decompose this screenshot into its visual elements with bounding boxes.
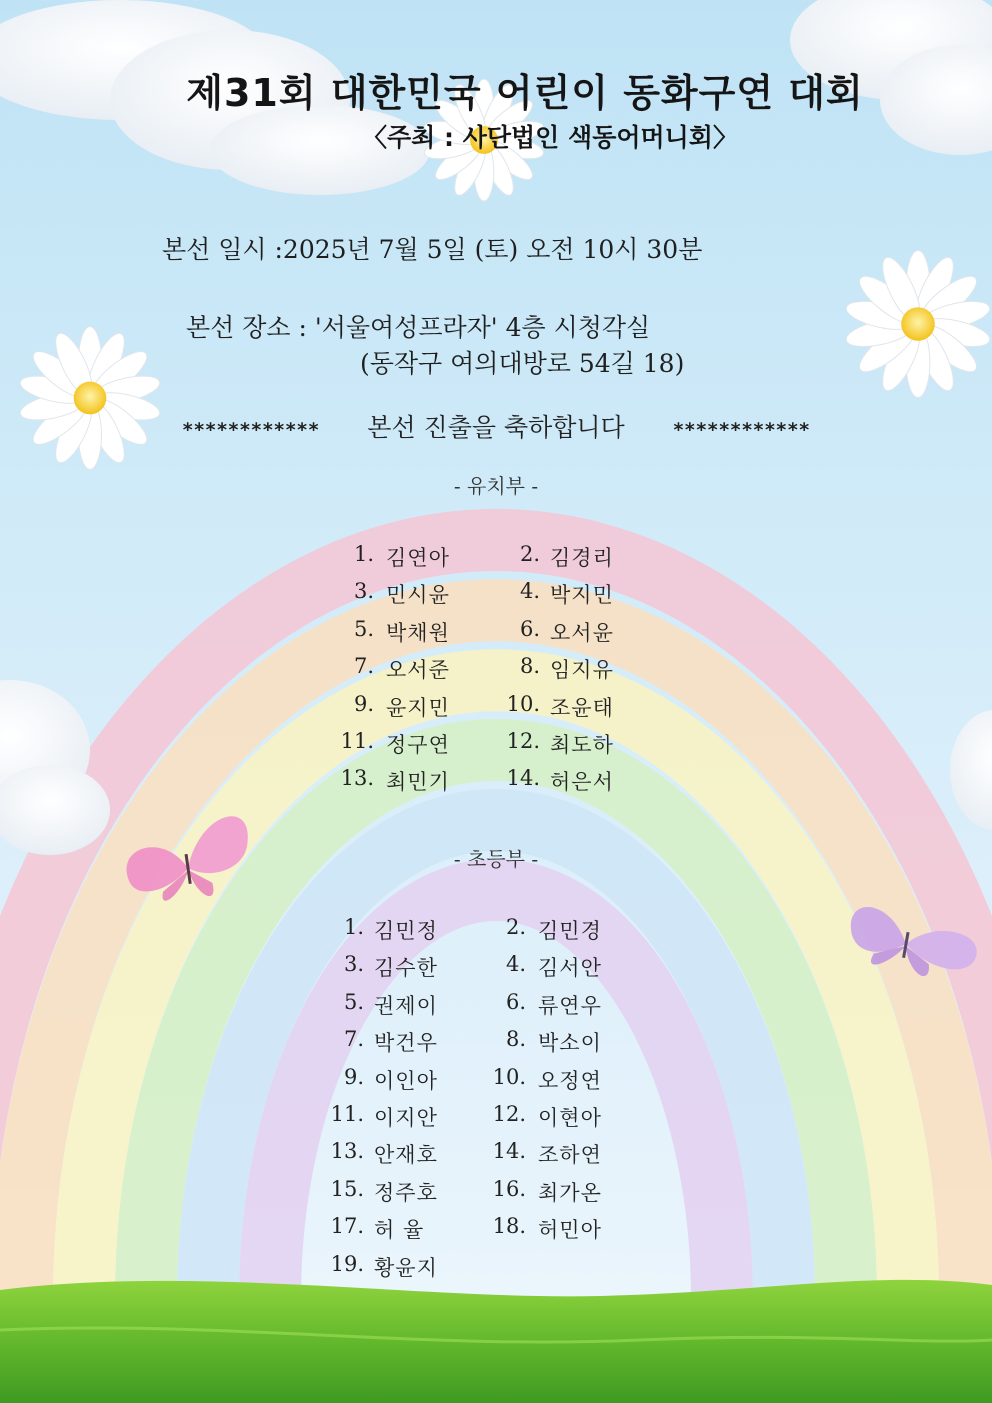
entry-number: 6. [519,616,540,641]
stars-right: ************ [672,419,810,441]
entry-name: 허은서 [550,770,614,795]
entry-number: 12. [506,728,540,753]
entry-number: 4. [505,952,526,977]
roster-row [0,952,992,989]
entry-name: 김민경 [538,919,602,943]
entry-name: 허민아 [538,1218,602,1243]
roster-row [0,1065,992,1102]
entry-name: 권제이 [374,993,438,1018]
entry-name: 조하연 [538,1143,602,1168]
entry-number: 5. [343,989,364,1014]
roster-row [0,766,992,803]
kindergarten-title: - 유치부 - [453,474,539,498]
event-title: 제31회 대한민국 어린이 동화구연 대회 [186,71,864,115]
entry-name: 허 율 [374,1218,425,1243]
entry-number: 8. [505,1027,526,1052]
entry-number: 9. [353,691,374,716]
entry-number: 18. [492,1214,526,1239]
entry-number: 2. [505,915,526,939]
entry-name: 박소이 [538,1031,602,1056]
roster-row [0,579,992,616]
roster-row [0,654,992,691]
congratulations-message: 본선 진출을 축하합니다 [367,413,625,442]
entry-number: 12. [492,1101,526,1126]
entry-name: 임지유 [550,658,614,683]
entry-name: 윤지민 [386,695,450,720]
entry-number: 5. [353,616,374,641]
kindergarten-list [0,542,992,804]
entry-number: 14. [506,766,540,791]
event-host: 〈주최 : 사단법인 색동어머니회〉 [362,123,738,152]
entry-name: 조윤태 [550,695,614,720]
entry-name: 박건우 [374,1031,438,1056]
entry-name: 김경리 [550,546,614,570]
roster-row [0,729,992,766]
entry-name: 오정연 [538,1068,602,1093]
entry-name: 류연우 [538,993,602,1018]
entry-name: 김민정 [374,919,438,943]
entry-name: 최가온 [538,1180,602,1205]
entry-number: 17. [330,1214,364,1239]
roster-row [0,1102,992,1139]
entry-number: 3. [353,579,374,604]
stars-left: ************ [182,419,320,441]
entry-name: 정주호 [374,1180,438,1205]
entry-name: 이현아 [538,1105,602,1130]
entry-number: 8. [519,654,540,679]
roster-row [0,1139,992,1176]
roster-row [0,542,992,579]
entry-number: 2. [519,542,540,566]
roster-row [0,1252,992,1289]
entry-number: 7. [343,1027,364,1052]
roster-row [0,1177,992,1214]
roster-row [0,915,992,952]
entry-name: 오서윤 [550,620,614,645]
entry-number: 10. [492,1064,526,1089]
entry-number: 9. [343,1064,364,1089]
entry-number: 6. [505,989,526,1014]
roster-row [0,990,992,1027]
entry-name: 김수한 [374,956,438,981]
entry-name: 이지안 [374,1105,438,1130]
roster-row [0,1027,992,1064]
congratulations-banner [0,408,992,444]
entry-name: 이인아 [374,1068,438,1093]
entry-number: 1. [343,915,364,939]
elementary-list [0,915,992,1289]
entry-number: 4. [519,579,540,604]
entry-name: 황윤지 [374,1255,438,1280]
roster-row [0,692,992,729]
entry-name: 민시윤 [386,583,450,608]
entry-name: 최민기 [386,770,450,795]
entry-name: 박지민 [550,583,614,608]
entry-number: 11. [330,1101,364,1126]
entry-number: 1. [353,542,374,566]
entry-number: 7. [353,654,374,679]
entry-number: 13. [330,1139,364,1164]
entry-name: 오서준 [386,658,450,683]
entry-number: 11. [340,728,374,753]
entry-number: 19. [330,1251,364,1276]
entry-number: 10. [506,691,540,716]
final-place: 본선 장소 : '서울여성프라자' 4층 시청각실 [186,313,651,342]
entry-name: 김연아 [386,546,450,570]
entry-number: 13. [340,766,374,791]
roster-row [0,1214,992,1251]
entry-number: 16. [492,1176,526,1201]
entry-name: 안재호 [374,1143,438,1168]
entry-name: 최도하 [550,732,614,757]
final-date: 본선 일시 :2025년 7월 5일 (토) 오전 10시 30분 [162,235,703,264]
entry-number: 3. [343,952,364,977]
entry-number: 14. [492,1139,526,1164]
elementary-title: - 초등부 - [453,847,539,871]
entry-name: 박채원 [386,620,450,645]
roster-row [0,617,992,654]
entry-number: 15. [330,1176,364,1201]
entry-name: 김서안 [538,956,602,981]
final-address: (동작구 여의대방로 54길 18) [360,349,685,378]
entry-name: 정구연 [386,732,450,757]
